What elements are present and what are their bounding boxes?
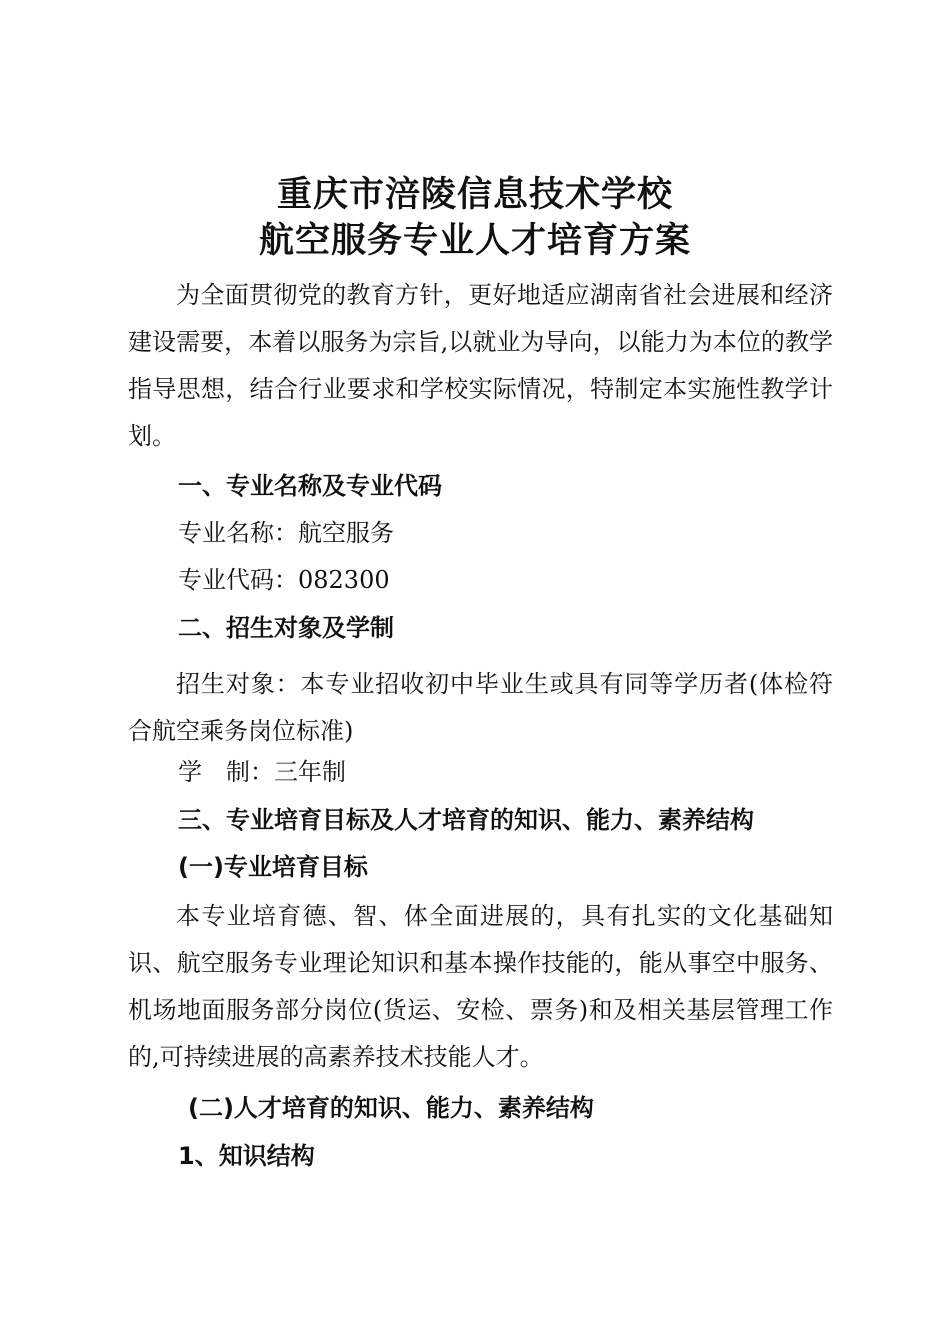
document-title [0, 172, 950, 264]
title-school: 重庆市涪陵信息技术学校 [276, 175, 673, 215]
sub2-heading: (二)人才培育的知识、能力、素养结构 [188, 1094, 594, 1122]
major-code: 专业代码：082300 [178, 566, 390, 594]
sub1-heading: (一)专业培育目标 [178, 853, 368, 881]
intro-paragraph: 为全面贯彻党的教育方针，更好地适应湖南省社会进展和经济建设需要，本着以服务为宗旨,以就业为导向，以能力为本位的教学指导思想，结合行业要求和学校实际情况，特制定本实施性教学计划。 [128, 281, 833, 450]
title-plan: 航空服务专业人才培育方案 [258, 221, 691, 261]
duration-line: 学 制：三年制 [178, 758, 346, 786]
goal-paragraph: 本专业培育德、智、体全面进展的，具有扎实的文化基础知识、航空服务专业理论知识和基本操作技能的，能从事空中服务、机场地面服务部分岗位(货运、安检、票务)和及相关基层管理工作的,可持续进展的高素养技术技能人才。 [128, 902, 833, 1071]
section3-heading: 三、专业培育目标及人才培育的知识、能力、素养结构 [178, 806, 754, 834]
section2-heading: 二、招生对象及学制 [178, 614, 394, 642]
section1-heading: 一、专业名称及专业代码 [178, 472, 442, 500]
enrollment-paragraph: 招生对象：本专业招收初中毕业生或具有同等学历者(体检符合航空乘务岗位标准) [128, 670, 833, 745]
item1-heading: 1、知识结构 [178, 1142, 315, 1170]
major-name: 专业名称：航空服务 [178, 519, 394, 547]
